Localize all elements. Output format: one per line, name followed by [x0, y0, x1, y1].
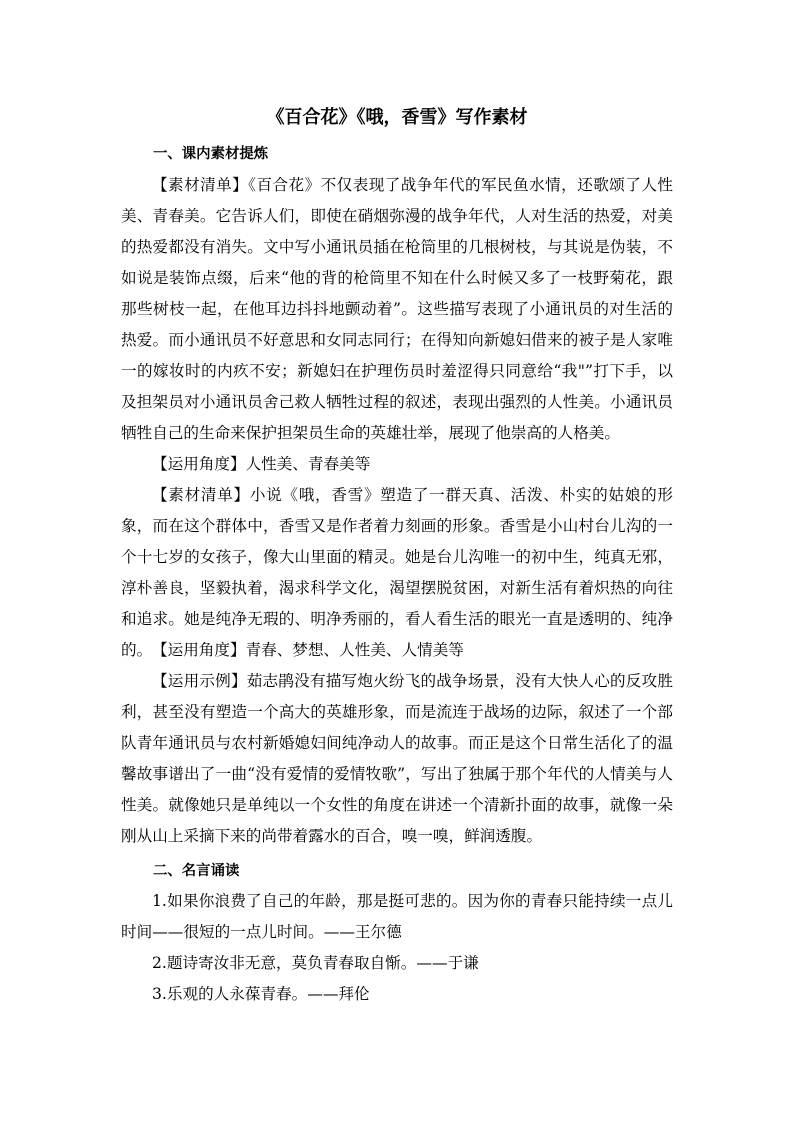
paragraph-text: 青春、梦想、人性美、人情美等 — [245, 641, 464, 659]
paragraph-label: 【运用角度】 — [152, 455, 246, 473]
document-title: 《百合花》《哦，香雪》写作素材 — [266, 107, 528, 128]
paragraph-text: 小说《哦，香雪》塑造了一群天真、活泼、朴实的姑娘的形象，而在这个群体中，香雪又是作者着力刻画的形象。香雪是小山村台儿沟的一个十七岁的女孩子，像大山里面的精灵。她是台儿沟唯一的初中生，纯真无邪，淳朴善良，坚毅执着，渴求科学文化，渴望摆脱贫困，对新生活有着炽热的向往和追求。她是纯净无瑕的、明净秀丽的，看人看生活的眼光一直是透明的、纯净的。 — [121, 486, 673, 659]
paragraph-label: 【素材清单】 — [152, 176, 249, 194]
section-heading-2: 二、名言诵读 — [153, 862, 240, 879]
quote-item-2: 2.题诗寄汝非无意，莫负青春取自惭。——于谦 — [152, 954, 479, 972]
paragraph-usage-angle-1 — [121, 449, 673, 480]
paragraph-text: 茹志鹃没有描写炮火纷飞的战争场景，没有大快人心的反攻胜利，甚至没有塑造一个高大的英雄形象，而是流连于战场的边际，叙述了一个部队青年通讯员与农村新婚媳妇间纯净动人的故事。而正是这个日常生活化了的温馨故事谱出了一曲“没有爱情的爱情牧歌”，写出了独属于那个年代的人情美与人性美。就像她只是单纯以一个女性的角度在讲述一个清新扑面的故事，就像一朵刚从山上采摘下来的尚带着露水的百合，嗅一嗅，鲜润透腹。 — [121, 672, 673, 845]
paragraph-usage-example — [121, 666, 673, 852]
paragraph-material-list-1 — [121, 170, 673, 449]
paragraph-text: 《百合花》不仅表现了战争年代的军民鱼水情，还歌颂了人性美、青春美。它告诉人们，即使在硝烟弥漫的战争年代，人对生活的热爱，对美的热爱都没有消失。文中写小通讯员插在枪筒里的几根树枝，与其说是伪装，不如说是装饰点缀，后来“他的背的枪筒里不知在什么时候又多了一枝野菊花，跟那些树枝一起，在他耳边抖抖地颤动着”。这些描写表现了小通讯员的对生活的热爱。而小通讯员不好意思和女同志同行；在得知向新媳妇借来的被子是人家唯一的嫁妆时的内疚不安；新媳妇在护理伤员时羞涩得只同意给“我"”打下手，以及担架员对小通讯员舍己救人牺牲过程的叙述，表现出强烈的人性美。小通讯员牺牲自己的生命来保护担架员生命的英雄壮举，展现了他崇高的人格美。 — [121, 176, 673, 442]
section-heading-1: 一、课内素材提炼 — [153, 145, 269, 162]
quote-item-1: 1.如果你浪费了自己的年龄，那是挺可悲的。因为你的青春只能持续一点儿时间——很短的一点儿时间。——王尔德 — [121, 892, 673, 941]
quote-item-3: 3.乐观的人永葆青春。——拜伦 — [152, 985, 370, 1003]
paragraph-label: 【运用示例】 — [152, 672, 247, 690]
paragraph-label: 【素材清单】 — [152, 486, 250, 504]
paragraph-label: 【运用角度】 — [152, 641, 246, 659]
paragraph-usage-angle-2 — [121, 635, 673, 666]
paragraph-text: 人性美、青春美等 — [245, 455, 371, 473]
